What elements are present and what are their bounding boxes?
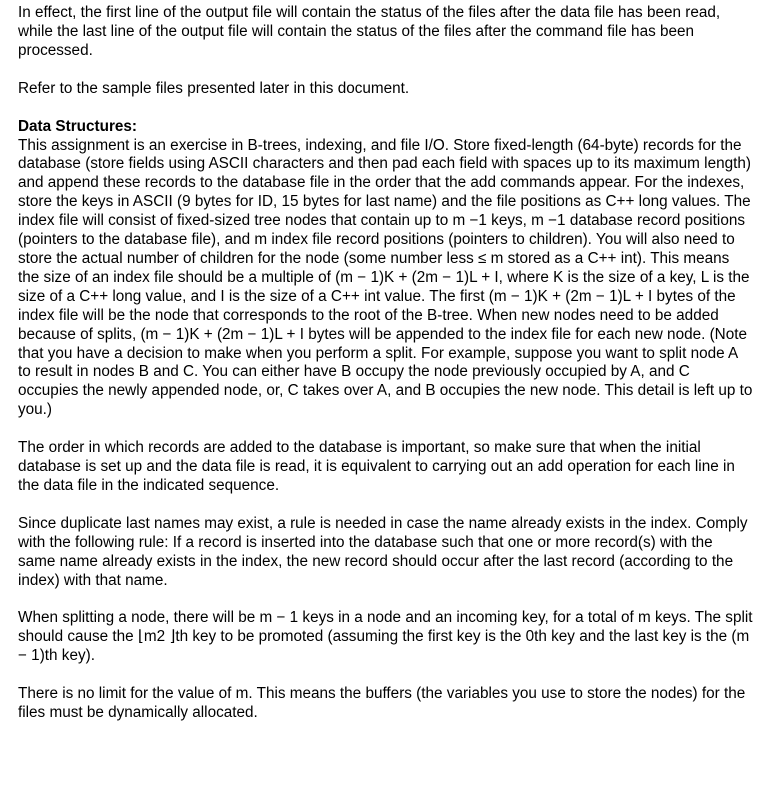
paragraph-buffer-allocation: There is no limit for the value of m. This means the buffers (the variables you use to store the nodes) for the files must be dynamically allocated. (18, 685, 746, 722)
paragraph-refer-samples: Refer to the sample files presented later in this document. (18, 79, 410, 97)
paragraph-duplicate-names: Since duplicate last names may exist, a rule is needed in case the name already exists in the index. Comply with the following rule: If a record is inserted into the database such that one or more record(s) with the same name already exists in the index, the new record should occur after the last record (according to the index) with that name. (18, 514, 748, 589)
document-page (18, 4, 753, 742)
section-data-structures (18, 118, 753, 421)
paragraph-node-split: When splitting a node, there will be m − 1 keys in a node and an incoming key, for a total of m keys. The split should cause the ⌊m2 ⌋th key to be promoted (assuming the first key is the 0th key and the last key is the (m − 1)th key). (18, 609, 753, 665)
section-heading: Data Structures: (18, 117, 138, 135)
paragraph-data-structures: This assignment is an exercise in B-trees, indexing, and file I/O. Store fixed-length (64-byte) records for the database (store fields using ASCII characters and then pad each field with spaces up to its maximum length) and append these records to the database file in the order that the add commands appear. For the indexes, store the keys in ASCII (9 bytes for ID, 15 bytes for last name) and the file positions as C++ long values. The index file will consist of fixed-sized tree nodes that contain up to m −1 keys, m −1 database record positions (pointers to the database file), and m index file record positions (pointers to children). You will also need to store the actual number of children for the node (some number less ≤ m stored as a C++ int). This means the size of an index file should be a multiple of (m − 1)K + (2m − 1)L + I, where K is the size of a key, L is the size of a C++ long value, and I is the size of a C++ int value. The first (m − 1)K + (2m − 1)L + I bytes of the index file will be the node that corresponds to the root of the B-tree. When new nodes need to be added because of splits, (m − 1)K + (2m − 1)L + I bytes will be appended to the index file for each new node. (Note that you have a decision to make when you perform a split. For example, suppose you want to split node A to result in nodes B and C. You can either have B occupy the node previously occupied by A, and C occupies the newly appended node, or, C takes over A, and B occupies the new node. This detail is left up to you.) (18, 136, 753, 419)
paragraph-output-status: In effect, the first line of the output file will contain the status of the files after the data file has been read, while the last line of the output file will contain the status of the files after the command file has been processed. (18, 4, 721, 59)
paragraph-record-order: The order in which records are added to the database is important, so make sure that when the initial database is set up and the data file is read, it is equivalent to carrying out an add operation for each line in the data file in the indicated sequence. (18, 439, 735, 494)
